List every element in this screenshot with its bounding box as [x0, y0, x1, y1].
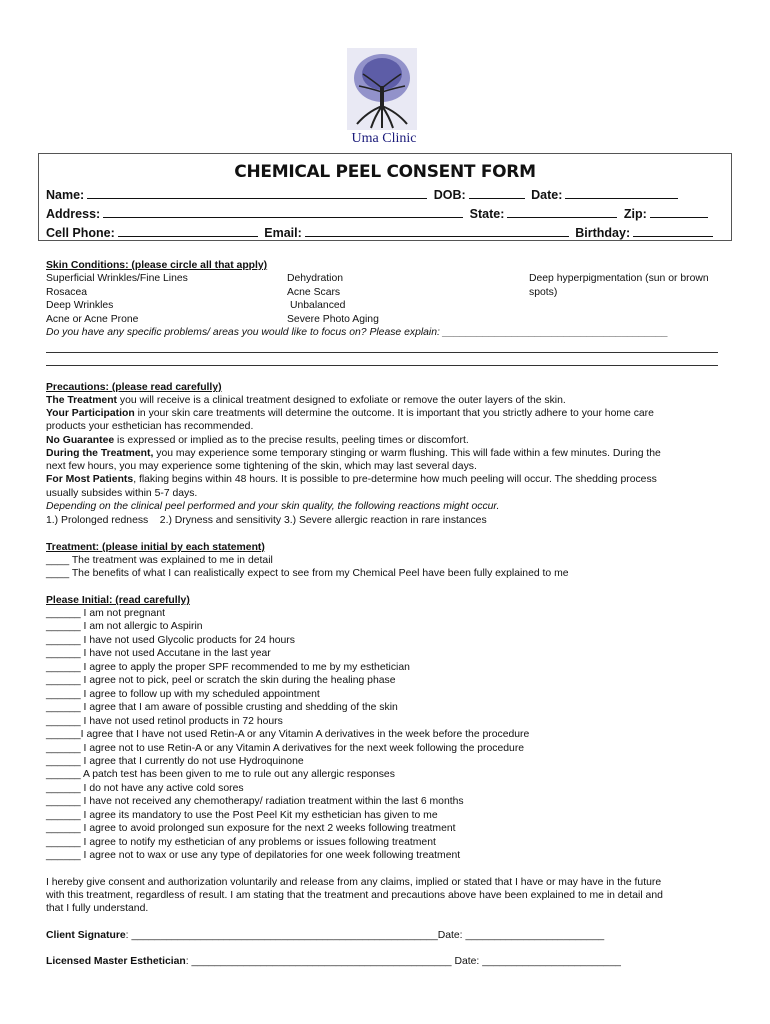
precaution-during-cont: next few hours, you may experience some tightening of the skin, which may last several days. — [46, 461, 477, 472]
esthetician-signature-field[interactable]: : _____________________________________________ — [185, 956, 452, 967]
initial-item[interactable]: ______ I have not used retinol products in 72 hours — [46, 715, 283, 727]
initial-item[interactable]: ______ I am not pregnant — [46, 608, 166, 619]
email-label: Email: — [264, 226, 302, 240]
precautions-heading: Precautions: (please read carefully) — [46, 382, 222, 393]
skin-condition-item[interactable]: Severe Photo Aging — [287, 314, 379, 325]
precaution-during: During the Treatment, you may experience some temporary stinging or warm flushing. This will fade within a few minutes. During the — [46, 448, 661, 459]
skin-condition-item-cont: spots) — [529, 287, 558, 298]
clinic-logo — [343, 46, 425, 148]
consent-text: I hereby give consent and authorization voluntarily and release from any claims, implied or stated that I have or may have in the future — [46, 877, 662, 888]
initial-item[interactable]: ______ I have not received any chemotherapy/ radiation treatment within the last 6 months — [46, 796, 464, 808]
esthetician-signature-row — [46, 955, 621, 968]
date-label: Date: — [531, 188, 563, 202]
initial-item[interactable]: ______ I agree to avoid prolonged sun exposure for the next 2 weeks following treatment — [46, 823, 456, 835]
initial-item[interactable]: ______ I agree to apply the proper SPF recommended to me by my esthetician — [46, 661, 410, 673]
dob-label: DOB: — [433, 188, 466, 202]
initial-item[interactable]: ______ I agree its mandatory to use the Post Peel Kit my esthetician has given to me — [46, 809, 438, 821]
client-signature-label: Client Signature — [46, 930, 126, 941]
name-label: Name: — [46, 188, 85, 202]
precaution-most-patients-cont: usually subsides within 5-7 days. — [46, 488, 198, 499]
client-date-field[interactable]: Date: ________________________ — [437, 930, 605, 941]
cell-phone-label: Cell Phone: — [46, 226, 115, 240]
precaution-depending: Depending on the clinical peel performed and your skin quality, the following reactions might occur. — [46, 501, 500, 512]
address-label: Address: — [46, 207, 101, 221]
explain-line[interactable] — [46, 365, 718, 366]
name-field[interactable] — [87, 186, 427, 199]
skin-condition-item[interactable]: Deep Wrinkles — [46, 300, 114, 311]
initial-item[interactable]: ______I agree that I have not used Retin-A or any Vitamin A derivatives in the week before the procedure — [46, 729, 530, 741]
initial-item[interactable]: ______ I agree not to pick, peel or scratch the skin during the healing phase — [46, 675, 396, 687]
row-name-dob-date — [46, 186, 681, 202]
clinic-name: Uma Clinic — [351, 131, 417, 146]
initial-item[interactable]: ______ I have not used Accutane in the last year — [46, 648, 271, 660]
skin-condition-item[interactable]: Dehydration — [287, 273, 344, 284]
esthetician-signature-label: Licensed Master Esthetician — [46, 956, 186, 967]
skin-condition-item[interactable]: Rosacea — [46, 287, 88, 298]
initial-heading: Please Initial: (read carefully) — [46, 595, 190, 606]
client-signature-row — [46, 929, 604, 942]
precaution-guarantee: No Guarantee is expressed or implied as to the precise results, peeling times or discomfort. — [46, 435, 469, 446]
precaution-participation: Your Participation in your skin care treatments will determine the outcome. It is important that you strictly adhere to your home care — [46, 408, 654, 419]
precaution-reactions: 1.) Prolonged redness 2.) Dryness and sensitivity 3.) Severe allergic reaction in rare instances — [46, 515, 487, 526]
skin-condition-item[interactable]: Superficial Wrinkles/Fine Lines — [46, 273, 188, 284]
initial-item[interactable]: ______ I agree to follow up with my scheduled appointment — [46, 688, 320, 700]
row-phone-email-birthday — [46, 224, 716, 240]
initial-item[interactable]: ______ I am not allergic to Aspirin — [46, 621, 203, 633]
initial-item[interactable]: ______ I agree to notify my esthetician of any problems or issues following treatment — [46, 836, 436, 848]
state-field[interactable] — [507, 205, 617, 218]
skin-condition-item[interactable]: Unbalanced — [290, 300, 346, 311]
address-field[interactable] — [103, 205, 463, 218]
dob-field[interactable] — [469, 186, 525, 199]
email-field[interactable] — [305, 224, 569, 237]
initial-item[interactable]: ______ I do not have any active cold sores — [46, 782, 244, 794]
precaution-treatment: The Treatment you will receive is a clinical treatment designed to exfoliate or remove the outer layers of the skin. — [46, 395, 566, 406]
initial-item[interactable]: ______ I have not used Glycolic products for 24 hours — [46, 634, 295, 646]
initial-item[interactable]: ______ A patch test has been given to me to rule out any allergic responses — [46, 769, 395, 781]
skin-conditions-heading: Skin Conditions: (please circle all that apply) — [46, 260, 268, 271]
precaution-most-patients: For Most Patients, flaking begins within 48 hours. It is possible to pre-determine how much peeling will occur. The shedding process — [46, 474, 657, 485]
cell-phone-field[interactable] — [118, 224, 258, 237]
treatment-item[interactable]: ____ The treatment was explained to me in detail — [46, 555, 273, 566]
precaution-participation-cont: products your esthetician has recommended. — [46, 421, 254, 432]
focus-question: Do you have any specific problems/ areas you would like to focus on? Please explain: _______________________________________ — [46, 327, 669, 338]
initial-item[interactable]: ______ I agree not to use Retin-A or any Vitamin A derivatives for the next week following the procedure — [46, 742, 525, 754]
consent-text: that I fully understand. — [46, 903, 149, 914]
skin-condition-item[interactable]: Acne Scars — [287, 287, 341, 298]
birthday-label: Birthday: — [575, 226, 631, 240]
zip-field[interactable] — [650, 205, 708, 218]
skin-condition-item[interactable]: Acne or Acne Prone — [46, 314, 139, 325]
treatment-heading: Treatment: (please initial by each statement) — [46, 542, 265, 553]
zip-label: Zip: — [623, 207, 647, 221]
tree-icon — [347, 48, 417, 130]
initial-item[interactable]: ______ I agree that I currently do not use Hydroquinone — [46, 755, 304, 767]
date-field[interactable] — [565, 186, 678, 199]
client-signature-field[interactable]: : _____________________________________________________ — [125, 930, 438, 941]
initial-item[interactable]: ______ I agree not to wax or use any type of depilatories for one week following treatment — [46, 850, 461, 862]
form-title: CHEMICAL PEEL CONSENT FORM — [234, 162, 536, 182]
row-address-state-zip — [46, 205, 711, 221]
treatment-item[interactable]: ____ The benefits of what I can realistically expect to see from my Chemical Peel have been fully explained to me — [46, 568, 569, 579]
state-label: State: — [469, 207, 505, 221]
esthetician-date-field[interactable]: Date: ________________________ — [454, 956, 621, 967]
consent-text: with this treatment, regardless of result. I am stating that the treatment and precautions above have been explained to me in detail and — [46, 890, 663, 901]
initial-item[interactable]: ______ I agree that I am aware of possible crusting and shedding of the skin — [46, 702, 398, 714]
skin-condition-item[interactable]: Deep hyperpigmentation (sun or brown — [529, 273, 709, 284]
birthday-field[interactable] — [633, 224, 713, 237]
explain-line[interactable] — [46, 352, 718, 353]
